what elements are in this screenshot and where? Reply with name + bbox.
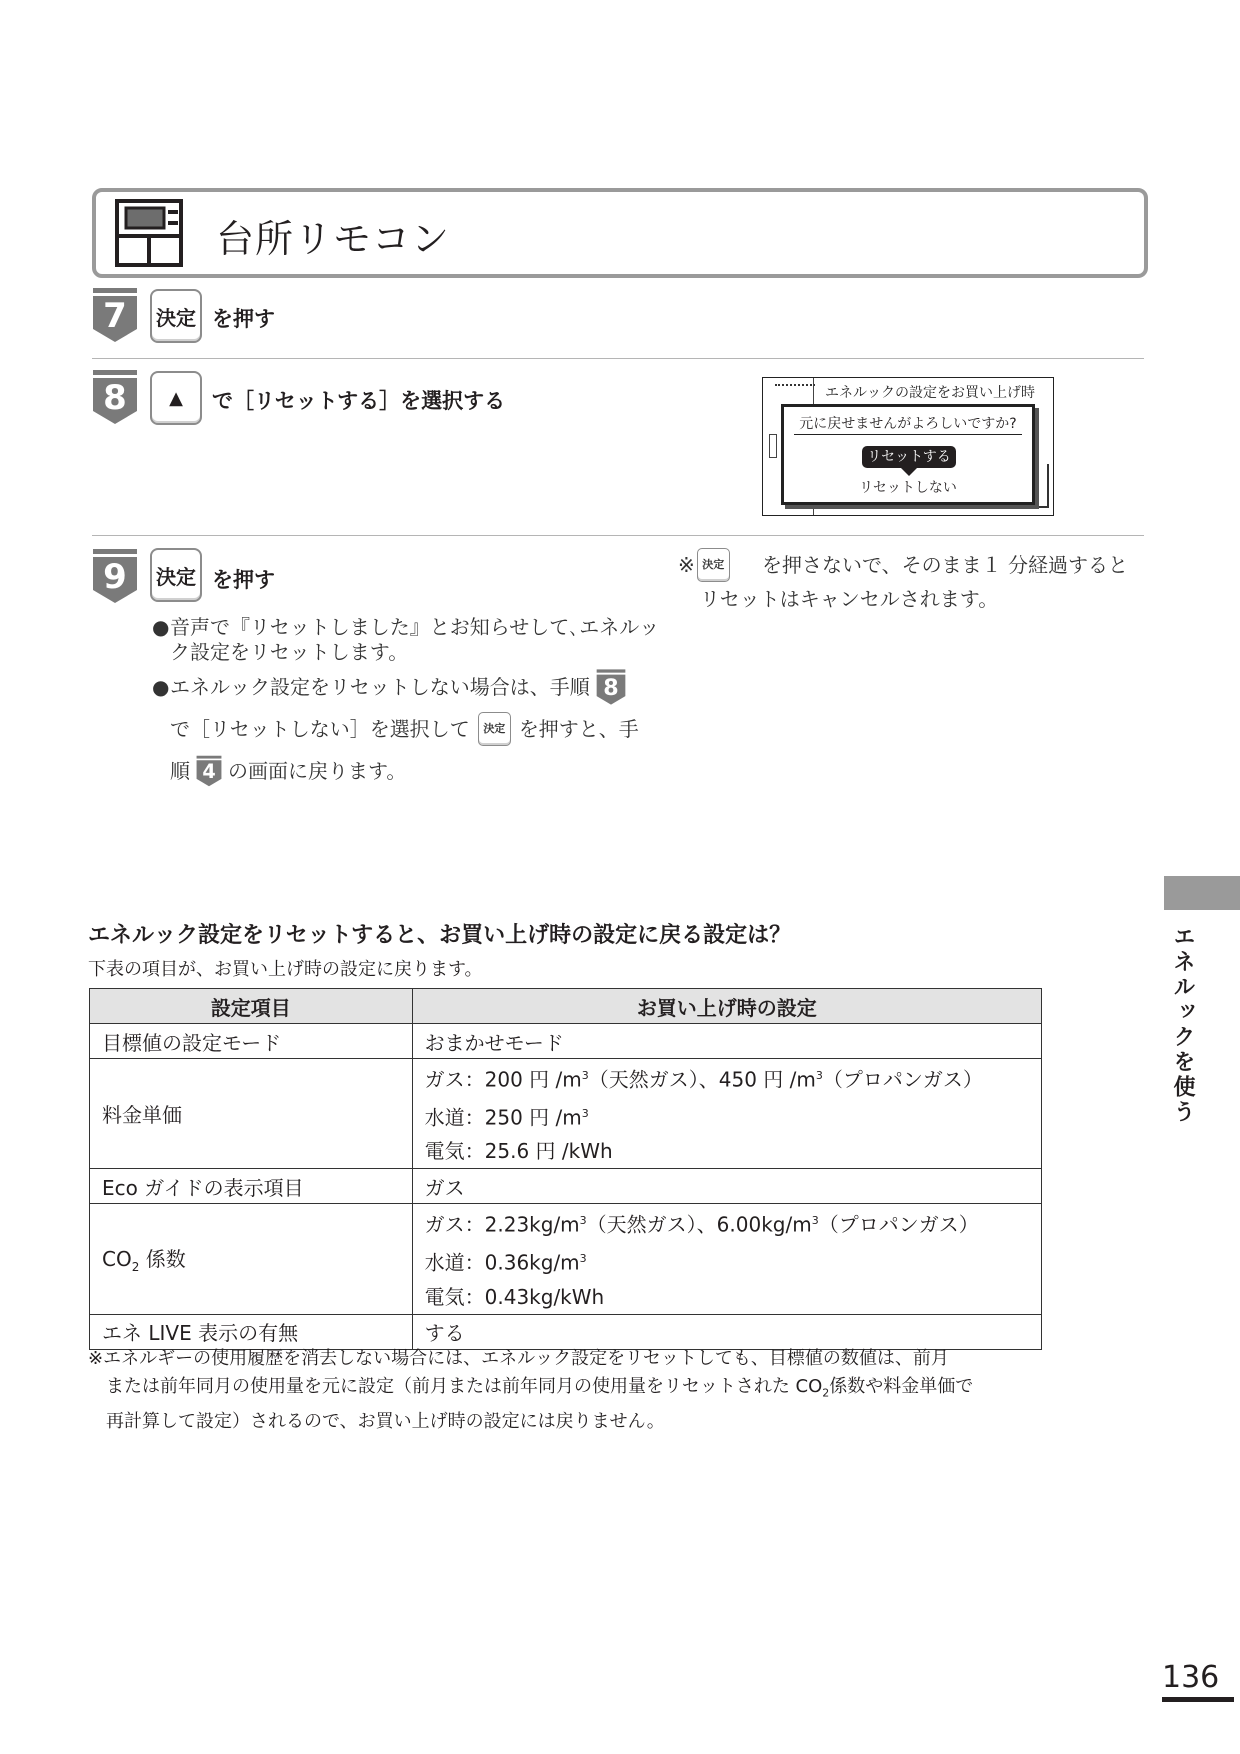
- column-header: お買い上げ時の設定: [412, 989, 1041, 1024]
- up-arrow-icon: ▲: [169, 387, 183, 409]
- page-title: 台所リモコン: [216, 217, 451, 261]
- column-header: 設定項目: [90, 989, 413, 1024]
- step-number: 7: [103, 296, 127, 336]
- page-number-rule: [1162, 1697, 1234, 1702]
- table-row: [90, 1169, 1042, 1204]
- table-row: [90, 1204, 1042, 1314]
- dialog-title: 元に戻せませんがよろしいですか?: [799, 416, 1017, 432]
- step-9-badge: [92, 548, 138, 604]
- svg-text:8: 8: [603, 674, 619, 701]
- footnote-line: 再計算して設定）されるので、お買い上げ時の設定には戻りません。: [106, 1410, 665, 1432]
- setting-item: Eco ガイドの表示項目: [90, 1169, 413, 1204]
- step-7-text: を押す: [212, 307, 275, 331]
- option-reset[interactable]: リセットする: [862, 446, 956, 468]
- bullet-item: [152, 615, 664, 665]
- setting-item: 料金単価: [90, 1059, 413, 1169]
- cursor-down-icon: [901, 468, 917, 476]
- bullet-text: の画面に戻ります。: [228, 759, 407, 783]
- footnote-line: または前年同月の使用量を元に設定（前月または前年同月の使用量をリセットされた $CO_2$係数や料金単価で: [106, 1376, 974, 1400]
- setting-item: エネ LIVE 表示の有無: [90, 1314, 413, 1349]
- chapter-tab-label: エネルックを使う: [1170, 925, 1195, 1125]
- setting-value: ガス: [412, 1169, 1041, 1204]
- step-ref-badge: [196, 755, 222, 787]
- step-number: 9: [103, 557, 127, 597]
- bullet-text: 順: [170, 759, 190, 783]
- note-mark: ※: [678, 553, 695, 577]
- table-row: [90, 1024, 1042, 1059]
- decide-key: 決定: [150, 548, 202, 602]
- bullet-item: [152, 666, 664, 792]
- kitchen-remote-icon: [114, 198, 184, 268]
- screen-dots: [775, 384, 815, 387]
- section-subtext: 下表の項目が、お買い上げ時の設定に戻ります。: [88, 959, 483, 980]
- divider: [92, 358, 1144, 359]
- section-header: [92, 188, 1148, 278]
- bullet-dot: ●: [152, 615, 170, 639]
- step-9-text: を押す: [212, 568, 275, 592]
- step-8-text: で［リセットする］を選択する: [212, 389, 506, 413]
- table-row: [90, 1314, 1042, 1349]
- up-arrow-key: [150, 371, 202, 425]
- setting-value: ガス：200 円 $/m^3$（天然ガス）、450 円 $/m^3$（プロパンガス） 水道：250 円 $/m^3$ 電気：25.6 円 /kWh: [412, 1059, 1041, 1169]
- screen-side-element: [769, 434, 777, 458]
- footnote-line: ※エネルギーの使用履歴を消去しない場合には、エネルック設定をリセットしても、目標値の数値は、前月: [88, 1348, 949, 1369]
- screen-behind-title: エネルックの設定をお買い上げ時: [825, 385, 1035, 401]
- section-heading: エネルック設定をリセットすると、お買い上げ時の設定に戻る設定は？: [88, 923, 792, 948]
- dialog-rule: [794, 434, 1022, 435]
- step-8-badge: [92, 369, 138, 425]
- decide-key: 決定: [150, 289, 202, 343]
- option-no-reset[interactable]: リセットしない: [859, 480, 957, 496]
- bullet-text: を押すと、手: [518, 717, 639, 741]
- step-number: 8: [103, 378, 127, 418]
- setting-item: 目標値の設定モード: [90, 1024, 413, 1059]
- setting-value: おまかせモード: [412, 1024, 1041, 1059]
- chapter-tab: [1164, 876, 1240, 910]
- note-text: を押さないで、そのまま１ 分経過するとリセットはキャンセルされます。: [700, 553, 1128, 611]
- footnote: [88, 1345, 1048, 1436]
- setting-value: ガス：$2.23kg/m^3$（天然ガス）、$6.00kg/m^3$（プロパンガス） 水道：$0.36kg/m^3$ 電気：0.43kg/kWh: [412, 1204, 1041, 1314]
- default-settings-table: [89, 988, 1042, 1350]
- side-note: [678, 548, 1142, 611]
- decide-key: 決定: [697, 548, 730, 582]
- remote-screen-preview: [762, 377, 1054, 516]
- step-7-badge: [92, 287, 138, 343]
- setting-value: する: [412, 1314, 1041, 1349]
- bullet-text: 音声で『リセットしました』とお知らせして､エネルック設定をリセットします。: [170, 615, 660, 664]
- confirm-dialog: [781, 404, 1035, 505]
- table-row: [90, 1059, 1042, 1169]
- setting-item: $CO_2$ 係数: [90, 1204, 413, 1314]
- table-header-row: [90, 989, 1042, 1024]
- step-ref-badge: [596, 668, 626, 706]
- decide-key: 決定: [478, 712, 511, 746]
- svg-text:4: 4: [202, 759, 216, 783]
- bullet-text: で［リセットしない］を選択して: [170, 717, 470, 741]
- divider: [92, 535, 1144, 536]
- page-number: 136: [1162, 1660, 1220, 1695]
- bullet-text: エネルック設定をリセットしない場合は、手順: [170, 675, 590, 699]
- bullet-dot: ●: [152, 675, 170, 699]
